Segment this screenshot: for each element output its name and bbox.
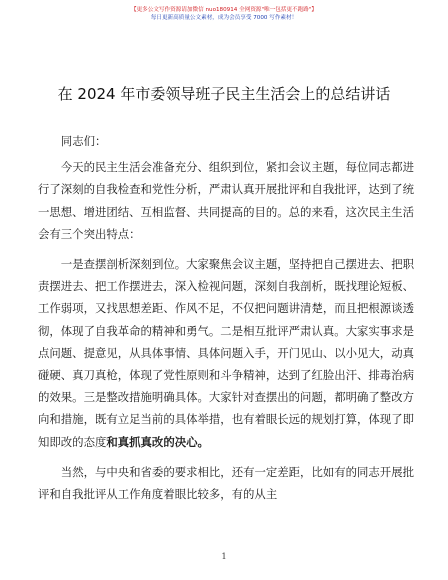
paragraph-features [38, 253, 414, 453]
salutation: 同志们： [60, 134, 107, 148]
document-title: 在 2024 年市委领导班子民主生活会上的总结讲话 [57, 85, 391, 103]
promo-banner-line-2: 每日更新高质量公文素材，成为会员享受 7000 写作素材！ [150, 15, 298, 21]
paragraph-intro: 今天的民主生活会准备充分、组织到位，紧扣会议主题，每位同志都进行了深刻的自我检查和党性分析，严肃认真开展批评和自我批评，达到了统一思想、增进团结、互相监督、共同提高的目的。总的来看，这次民主生活会有三个突出特点： [38, 160, 414, 241]
promo-banner-line-1: 【更多公文写作资源请加微信 nuo180914 全网资源"唯一包括更不跑路"】 [130, 7, 317, 13]
page-number: 1 [221, 552, 227, 561]
document-body [38, 130, 414, 505]
paragraph-gaps: 当然，与中央和省委的要求相比，还有一定差距，比如有的同志开展批评和自我批评从工作角度着眼比较多，有的从主 [38, 464, 414, 502]
paragraph-features-emphasis: 和真抓真改的决心。 [106, 434, 209, 449]
paragraph-features-text: 一是查摆剖析深刻到位。大家聚焦会议主题，坚持把自己摆进去、把职责摆进去、把工作摆进去，深入检视问题，深刻自我剖析，既找理论短板、工作弱项，又找思想差距、作风不足，不仅把问题讲清楚，而且把根源谈透彻，体现了自我革命的精神和勇气。二是相互批评严肃认真。大家实事求是点问题、提意见，从具体事情、具体问题入手，开门见山、以小见大，动真碰硬、真刀真枪，体现了党性原则和斗争精神，达到了红脸出汗、排毒治病的效果。三是整改措施明确具体。大家针对查摆出的问题，都明确了整改方向和措施，既有立足当前的具体举措，也有着眼长远的规划打算，体现了即知即改的态度 [38, 257, 414, 449]
promo-banner [0, 6, 448, 22]
